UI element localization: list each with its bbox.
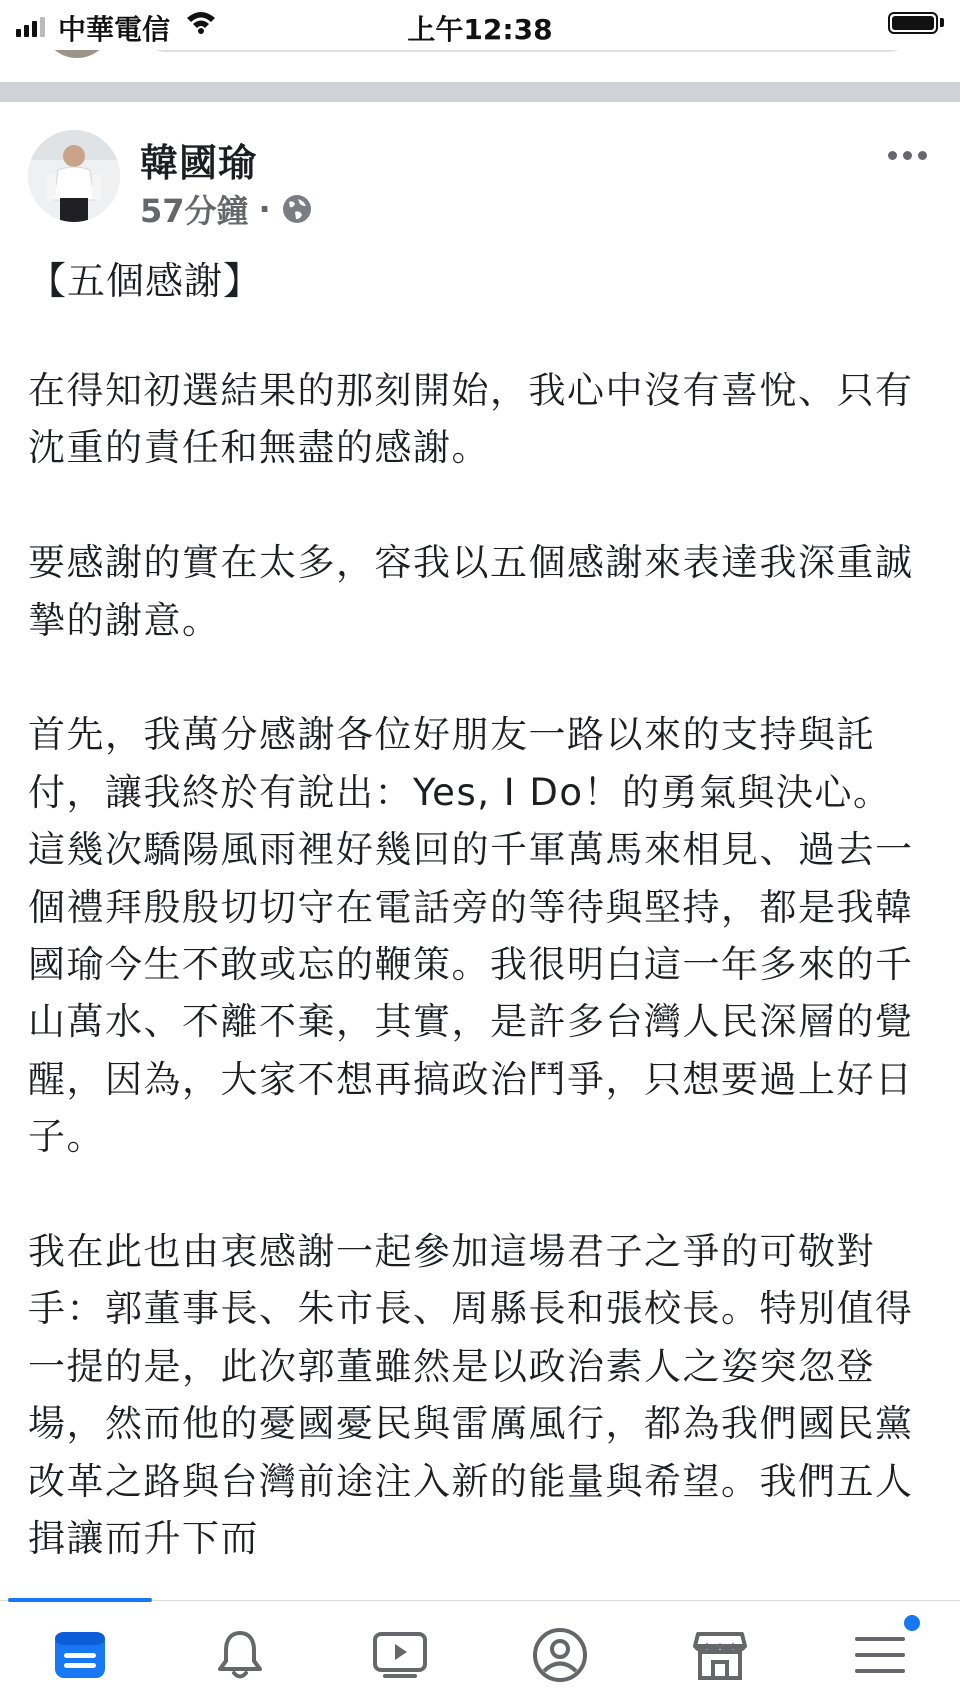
post-title: 【五個感謝】 [28, 259, 263, 303]
tab-watch[interactable] [320, 1601, 480, 1708]
meta-separator: · [258, 190, 271, 228]
status-bar [0, 0, 960, 50]
battery-icon [888, 12, 938, 34]
post-paragraph: 我在此也由衷感謝一起參加這場君子之爭的可敬對手：郭董事長、朱市長、周縣長和張校長。特別值得一提的是，此次郭董雖然是以政治素人之姿突忽登場，然而他的憂國憂民與雷厲風行，都為我們國民黨改革之路與台灣前途注入新的能量與希望。我們五人揖讓而升下而 [28, 1230, 914, 1561]
menu-icon [853, 1633, 907, 1677]
post-paragraph: 在得知初選結果的那刻開始，我心中沒有喜悅、只有沈重的責任和無盡的感謝。 [28, 369, 914, 470]
clock: 上午12:38 [407, 13, 553, 46]
more-options-button[interactable] [888, 145, 938, 165]
notifications-icon [215, 1628, 265, 1682]
news-feed-icon [52, 1629, 108, 1681]
author-photo [28, 130, 120, 222]
post-paragraph: 要感謝的實在太多，容我以五個感謝來表達我深重誠摯的謝意。 [28, 541, 914, 642]
post-body [28, 362, 928, 1602]
carrier-name: 中華電信 [58, 13, 171, 46]
watch-icon [371, 1630, 429, 1680]
globe-icon [281, 193, 313, 225]
more-dot-icon [903, 151, 912, 160]
tab-marketplace[interactable] [640, 1601, 800, 1708]
more-dot-icon [888, 151, 897, 160]
tab-notifications[interactable] [160, 1601, 320, 1708]
feed-divider [0, 82, 960, 102]
menu-badge [902, 1613, 922, 1633]
author-avatar[interactable] [28, 130, 120, 222]
battery-tip [940, 18, 944, 27]
more-dot-icon [918, 151, 927, 160]
bottom-tab-bar [0, 1600, 960, 1708]
tab-profile[interactable] [480, 1601, 640, 1708]
post-meta [140, 186, 313, 232]
post-timestamp[interactable]: 57分鐘 [140, 192, 249, 230]
author-name[interactable]: 韓國瑜 [140, 141, 258, 185]
marketplace-icon [691, 1628, 749, 1682]
tab-news-feed[interactable] [0, 1601, 160, 1708]
profile-icon [531, 1626, 589, 1684]
tab-menu[interactable] [800, 1601, 960, 1708]
post-paragraph: 首先，我萬分感謝各位好朋友一路以來的支持與託付，讓我終於有說出：Yes, I Do！的勇氣與決心。這幾次驕陽風雨裡好幾回的千軍萬馬來相見、過去一個禮拜殷殷切切守在電話旁的等待與堅持，都是我韓國瑜今生不敢或忘的鞭策。我很明白這一年多來的千山萬水、不離不棄，其實，是許多台灣人民深層的覺醒，因為，大家不想再搞政治鬥爭，只想要過上好日子。 [28, 713, 914, 1159]
